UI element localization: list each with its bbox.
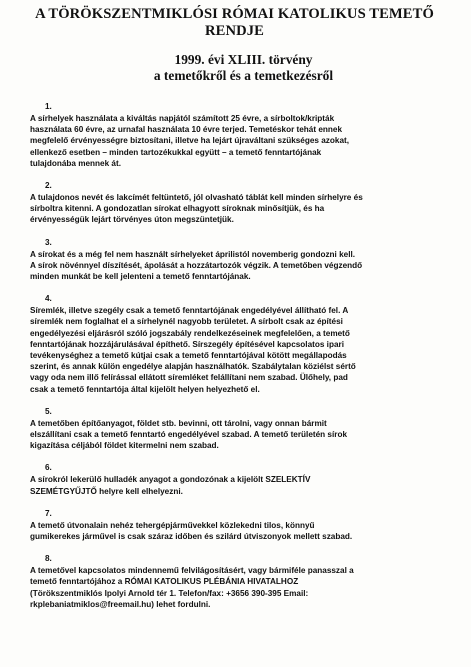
rule-text-line: gumikerekes járművel is csak száraz időben és szilárd útviszonyok mellett szabad. [30,532,353,542]
rule-text [30,249,457,283]
rule-text-line: tevékenységhez a temető kútjai csak a temető fenntartójával kötött megállapodás [30,351,347,361]
title-line-1: A TÖRÖKSZENTMIKLÓSI RÓMAI KATOLIKUS TEMETŐ [35,6,434,22]
rule-text-line: sírboltra kitenni. A gondozatlan sírokat elhagyott síroknak minősítjük, és ha [30,204,325,214]
rule-text-line: fenntartójának hozzájárulásával építhető. Sírszegély építésével kapcsolatos ipari [30,339,344,349]
rule-text-line: síremlék nem foglalhat el a sírhelynél nagyobb területet. A sírbolt csak az építési [30,317,343,327]
rule-text-line: ellenkező esetben – minden tartozékukkal együtt – a temető fenntartójának [30,147,322,157]
rule-section-6 [30,462,457,496]
rule-section-2 [30,180,457,226]
subtitle-line-2: a temetőkről és a temetkezésről [153,68,334,83]
rule-text-line: A temetőben építőanyagot, földet stb. bevinni, ott tárolni, vagy onnan bármit [30,418,327,428]
rule-section-3 [30,237,457,283]
rule-text [30,418,457,452]
rule-text [30,565,457,610]
rule-section-4 [30,293,457,395]
rule-number: 6. [45,463,52,473]
rule-number: 5. [45,406,52,416]
rule-text-line: A sírokról lekerülő hulladék anyagot a gondozónak a kijelölt SZELEKTÍV [30,475,311,485]
rules-list [30,101,457,610]
rule-number: 4. [45,294,52,304]
rule-text-line: csak a temető fenntartója által kijelölt helyen helyezhető el. [30,384,260,394]
rule-section-7 [30,508,457,542]
rule-text [30,192,457,226]
rule-text-line: megfelelő érvényességre biztosítani, illetve ha lejárt újraváltani szükséges azokat, [30,136,349,146]
rule-text-line: A sírok növénnyel díszítését, ápolását a hozzátartozók végzik. A temetőben végzendő [30,260,363,270]
rule-text [30,113,457,169]
document-title [12,6,457,40]
rule-text-line: vagy oda nem illő felírással ellátott síremléket felállítani nem szabad. Ülőhely, pad [30,373,348,383]
rule-text-line: SZEMÉTGYŰJTŐ helyre kell elhelyezni. [30,486,183,496]
rule-text-line: rkplebaniatmiklos@freemail.hu) lehet fordulni. [30,599,211,609]
rule-text-line: elszállítani csak a temető fenntartó engedélyével szabad. A temető területén sírok [30,430,347,440]
rule-text [30,520,457,542]
rule-text-line: A temetővel kapcsolatos mindennemű felvilágosításért, vagy bármiféle panasszal a [30,566,354,576]
rule-text-line: kigazítása céljából földet kitermelni nem szabad. [30,441,219,451]
document-subtitle [30,52,457,84]
rule-text-line: temető fenntartójához a RÓMAI KATOLIKUS PLÉBÁNIA HIVATALHOZ [30,577,299,587]
rule-text-line: A tulajdonos nevét és lakcímét feltüntető, jól olvasható táblát kell minden sírhelyre és [30,193,363,203]
rule-text [30,474,457,496]
rule-text-line: tulajdonába mennek át. [30,158,121,168]
rule-text-line: használata 60 évre, az urnafal használata 10 évre terjed. Temetéskor tehát ennek [30,125,343,135]
rule-number: 1. [45,102,52,111]
rule-text-line: Síremlék, illetve szegély csak a temető fenntartójának engedélyével állítható fel. A [30,306,349,316]
rule-text-line: A temető útvonalain nehéz tehergépjárművekkel közlekedni tilos, könnyű [30,520,315,530]
rule-section-5 [30,406,457,452]
rule-number: 3. [45,237,52,247]
rule-number: 8. [45,554,52,564]
rule-text-line: A sírokat és a még fel nem használt sírhelyeket áprilistól novemberig gondozni kell. [30,249,356,259]
rule-text-line: (Törökszentmiklós Ipolyi Arnold tér 1. Telefon/fax: +3656 390-395 Email: [30,588,309,598]
rule-text-line: érvényességük lejárt törvényes úton megszüntetjük. [30,215,234,225]
title-line-2: RENDJE [205,23,264,39]
rule-text-line: minden munkát be kell jelenteni a temető fenntartójának. [30,272,251,282]
rule-text [30,305,457,395]
rule-section-1 [30,101,457,169]
rule-text-line: A sírhelyek használata a kiváltás napjától számított 25 évre, a sírboltok/kripták [30,114,335,123]
rule-number: 2. [45,181,52,191]
rule-section-8 [30,553,457,610]
subtitle-line-1: 1999. évi XLIII. törvény [174,52,313,67]
rule-text-line: szerint, és annak külön engedélye alapján használhatók. Szabálytalan köziélst sértő [30,362,356,372]
rule-text-line: engedélyezési eljárásról szóló jogszabály rendelkezéseinek megfelelően, a temető [30,328,350,338]
rule-number: 7. [45,508,52,518]
